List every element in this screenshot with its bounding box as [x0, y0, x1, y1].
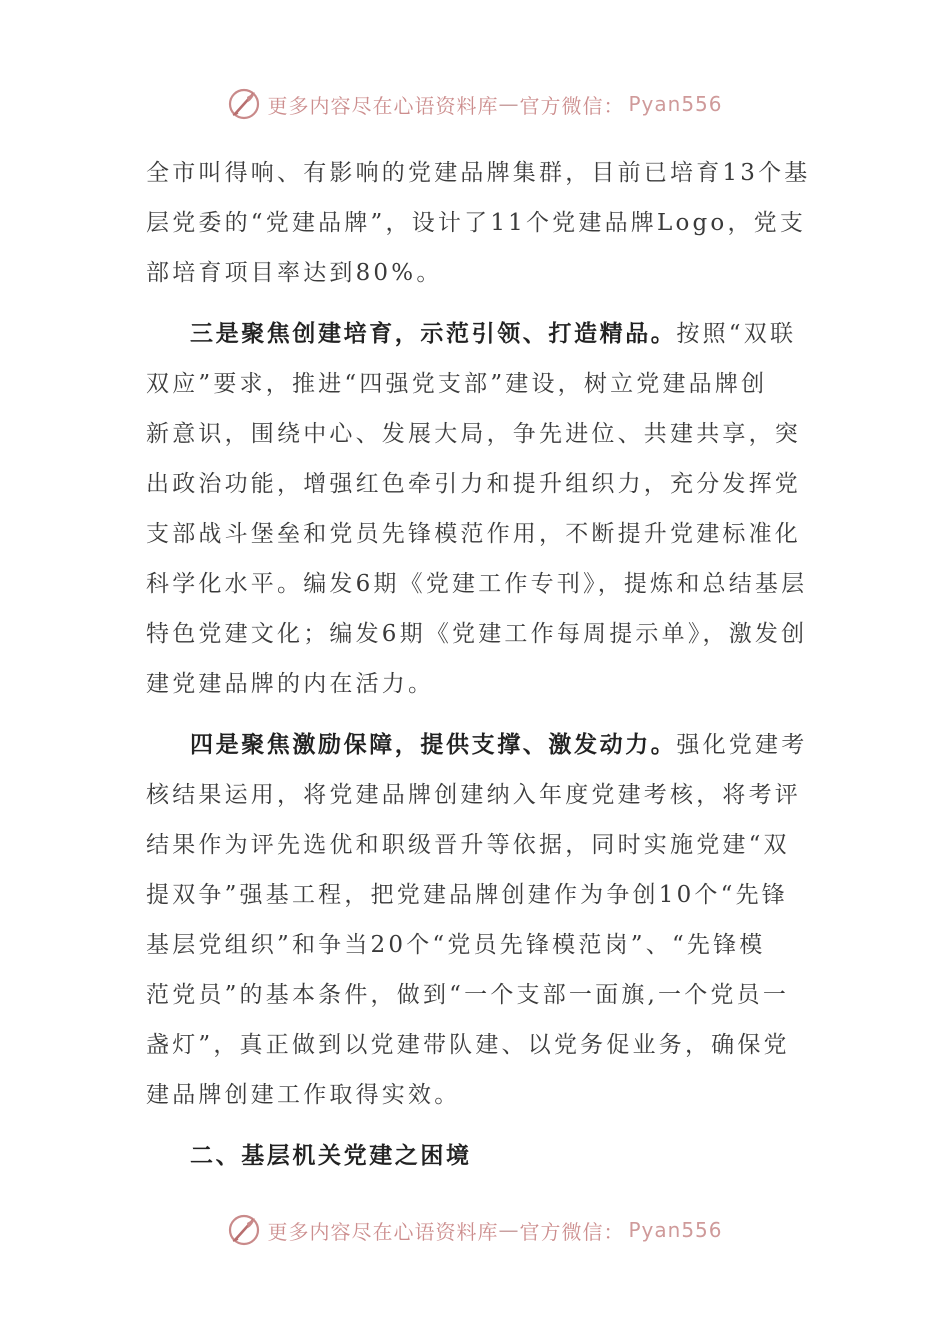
watermark-label: 官方微信： [519, 93, 625, 118]
header-watermark [0, 84, 950, 124]
paragraph-line: 提双争”强基工程，把党建品牌创建作为争创10个“先锋 [146, 882, 788, 908]
paragraph-lead-rest: 强化党建考 [676, 732, 808, 758]
watermark-main-text: 更多内容尽在心语资料库 [267, 93, 499, 118]
paragraph-line: 全市叫得响、有影响的党建品牌集群，目前已培育13个基 [146, 160, 811, 186]
paragraph-line: 范党员”的基本条件，做到“一个支部一面旗,一个党员一 [146, 982, 790, 1008]
paragraph-2 [146, 309, 806, 709]
paragraph-lead-bold: 三是聚焦创建培育，示范引领、打造精品。 [190, 321, 677, 347]
footer-watermark [0, 1210, 950, 1250]
watermark-separator: — [498, 92, 520, 116]
paragraph-line: 层党委的“党建品牌”，设计了11个党建品牌Logo，党支 [146, 210, 807, 236]
paragraph-line: 建党建品牌的内在活力。 [146, 671, 435, 697]
watermark-separator: — [498, 1218, 520, 1242]
quill-pen-logo-icon [227, 1213, 261, 1247]
watermark-wechat-id: Pyan556 [628, 92, 723, 116]
watermark-main-text: 更多内容尽在心语资料库 [267, 1219, 499, 1244]
paragraph-line: 基层党组织”和争当20个“党员先锋模范岗”、“先锋模 [146, 932, 766, 958]
section-heading: 二、基层机关党建之困境 [190, 1143, 472, 1169]
paragraph-line: 建品牌创建工作取得实效。 [146, 1082, 461, 1108]
paragraph-line: 支部战斗堡垒和党员先锋模范作用，不断提升党建标准化 [146, 521, 801, 547]
watermark-wechat-id: Pyan556 [628, 1218, 723, 1242]
paragraph-line: 出政治功能，增强红色牵引力和提升组织力，充分发挥党 [146, 471, 801, 497]
paragraph-line: 结果作为评先选优和职级晋升等依据，同时实施党建“双 [146, 832, 790, 858]
document-body [146, 148, 811, 1181]
paragraph-first-line [146, 309, 806, 359]
paragraph-line: 科学化水平。编发6期《党建工作专刊》，提炼和总结基层 [146, 571, 808, 597]
paragraph-line: 新意识，围绕中心、发展大局，争先进位、共建共享，突 [146, 421, 801, 447]
paragraph-1 [146, 148, 811, 298]
paragraph-3 [146, 720, 806, 1120]
paragraph-lead-rest: 按照“双联 [676, 321, 797, 347]
paragraph-line: 特色党建文化；编发6期《党建工作每周提示单》，激发创 [146, 621, 808, 647]
paragraph-lead-bold: 四是聚焦激励保障，提供支撑、激发动力。 [190, 732, 677, 758]
paragraph-line: 核结果运用，将党建品牌创建纳入年度党建考核，将考评 [146, 782, 801, 808]
paragraph-line: 双应”要求，推进“四强党支部”建设，树立党建品牌创 [146, 371, 768, 397]
quill-pen-logo-icon [227, 87, 261, 121]
watermark-label: 官方微信： [519, 1219, 625, 1244]
paragraph-line: 部培育项目率达到80%。 [146, 260, 443, 286]
paragraph-line: 盏灯”，真正做到以党建带队建、以党务促业务，确保党 [146, 1032, 790, 1058]
paragraph-first-line [146, 720, 806, 770]
